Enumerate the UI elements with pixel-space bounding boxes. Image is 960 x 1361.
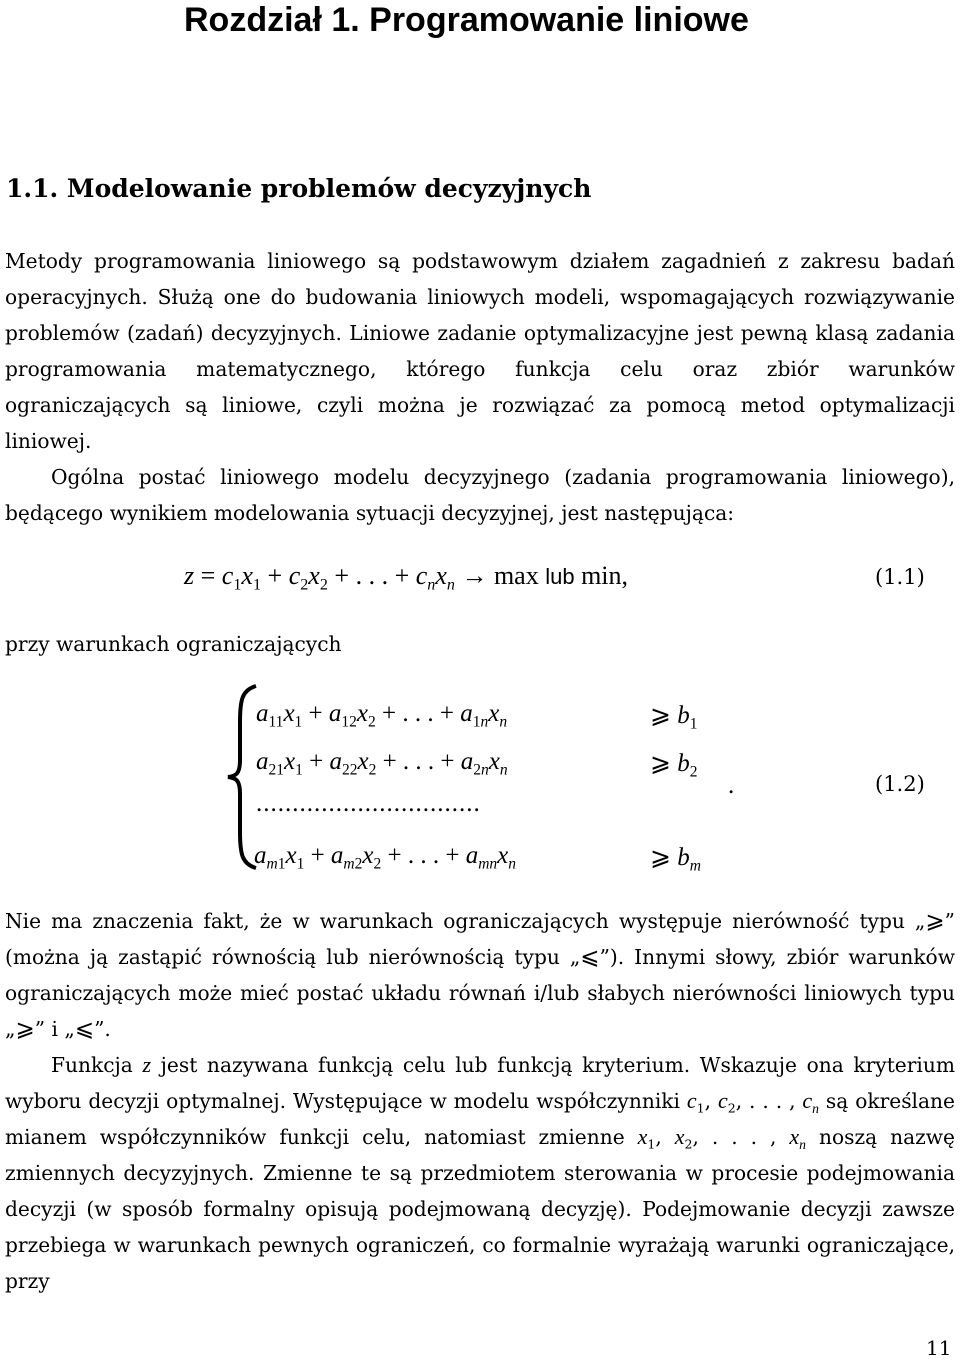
body-paragraph-3: Nie ma znaczenia fakt, że w warunkach ograniczających występuje nierówność typu „⩾” (można ją zastąpić równością lub nierównością typu „⩽”). Innymi słowy, zbiór warunków ograniczających może mieć postać układu równań i/lub słabych nierówności liniowych typu „⩾” i „⩽”.	[5, 908, 955, 1041]
p3-text-c: ”). Innymi słowy, zbiór warunków ograniczających może mieć postać układu równań i/lub słabych nierówności liniowych typu „	[5, 945, 955, 1041]
constraints-label	[5, 626, 955, 662]
intro-text-1: Metody programowania liniowego są podstawowym działem zagadnień z zakresu badań operacyjnych. Służą one do budowania liniowych modeli, wspomagających rozwiązywanie problemów (zadań) decyzyjnych. Liniowe zadanie optymalizacyjne jest pewną klasą zadania programowania matematycznego, którego funkcja celu oraz zbiór warunków ograniczających są liniowe, czyli można je rozwiązać za pomocą metod optymalizacji liniowej.	[5, 249, 955, 453]
p4-text-a: Funkcja	[51, 1053, 143, 1077]
equation-number-2: (1.2)	[875, 772, 925, 796]
intro-text-2: Ogólna postać liniowego modelu decyzyjnego (zadania programowania liniowego), będącego wynikiem modelowania sytuacji decyzyjnej, jest następująca:	[5, 465, 955, 525]
constraint-row-1: $a_{11}x_1 + a_{12}x_2$ + . . . + $a_{1n}x_n$	[256, 700, 508, 731]
p3-text-a: Nie ma znaczenia fakt, że w warunkach ograniczających występuje nierówność typu „	[5, 909, 926, 933]
p4-text-b: jest nazywana funkcją celu lub funkcją kryterium. Wskazuje ona kryterium wyboru decyzji optymalnej. Występujące w modelu współczynniki	[5, 1053, 956, 1113]
constraint-relation-m: ⩾ $b_m$	[650, 844, 701, 875]
objective-function-equation: $z = c_1x_1 + c_2x_2$ + . . . + $c_nx_n \to \max$ lub min,	[184, 561, 629, 594]
p3-text-e: ”.	[94, 1017, 111, 1041]
constraint-row-2: $a_{21}x_1 + a_{22}x_2$ + . . . + $a_{2n}x_n$	[256, 748, 508, 779]
system-period: .	[728, 772, 735, 799]
chapter-title: Rozdział 1. Programowanie liniowe	[184, 1, 749, 39]
p3-text-b: ” (można ją zastąpić równością lub nierównością typu „	[5, 909, 955, 969]
constraint-relation-2: ⩾ $b_2$	[650, 750, 698, 781]
constraint-dots-row: ...............................	[256, 790, 481, 817]
max-label: max	[493, 561, 539, 590]
lub-label: lub	[545, 564, 575, 589]
section-title: 1.1. Modelowanie problemów decyzyjnych	[6, 174, 592, 203]
p4-text-d: noszą nazwę zmiennych decyzyjnych. Zmienne te są przedmiotem sterowania w procesie podejmowania decyzji (w sposób formalny opisują podejmowaną decyzję). Podejmowanie decyzji zawsze przebiega w warunkach pewnych ograniczeń, co formalnie wyrażają warunki ograniczające, przy	[5, 1125, 955, 1293]
constraints-label-text: przy warunkach ograniczających	[5, 632, 342, 656]
page-number: 11	[926, 1336, 952, 1360]
body-paragraph-4: Funkcja z jest nazywana funkcją celu lub funkcją kryterium. Wskazuje ona kryterium wyboru decyzji optymalnej. Występujące w modelu współczynniki $c_1$, $c_2$, . . . , $c_n$ są określane mianem współczynników funkcji celu, natomiast zmienne $x_1$, $x_2$, . . . , $x_n$ noszą nazwę zmiennych decyzyjnych. Zmienne te są przedmiotem sterowania w procesie podejmowania decyzji (w sposób formalny opisują podejmowaną decyzję). Podejmowanie decyzji zawsze przebiega w warunkach pewnych ograniczeń, co formalnie wyrażają warunki ograniczające, przy	[5, 1052, 956, 1293]
intro-paragraph-1	[5, 243, 955, 459]
constraint-row-m: $a_{m1}x_1 + a_{m2}x_2$ + . . . + $a_{mn}x_n$	[254, 842, 516, 873]
p3-text-d: ” i „	[34, 1017, 75, 1041]
min-label: min,	[581, 561, 629, 590]
equation-number-1: (1.1)	[875, 565, 925, 589]
constraint-relation-1: ⩾ $b_1$	[650, 702, 698, 733]
p4-text-c: są określane mianem współczynników funkcji celu, natomiast zmienne	[5, 1089, 956, 1149]
intro-paragraph-2	[5, 459, 955, 531]
